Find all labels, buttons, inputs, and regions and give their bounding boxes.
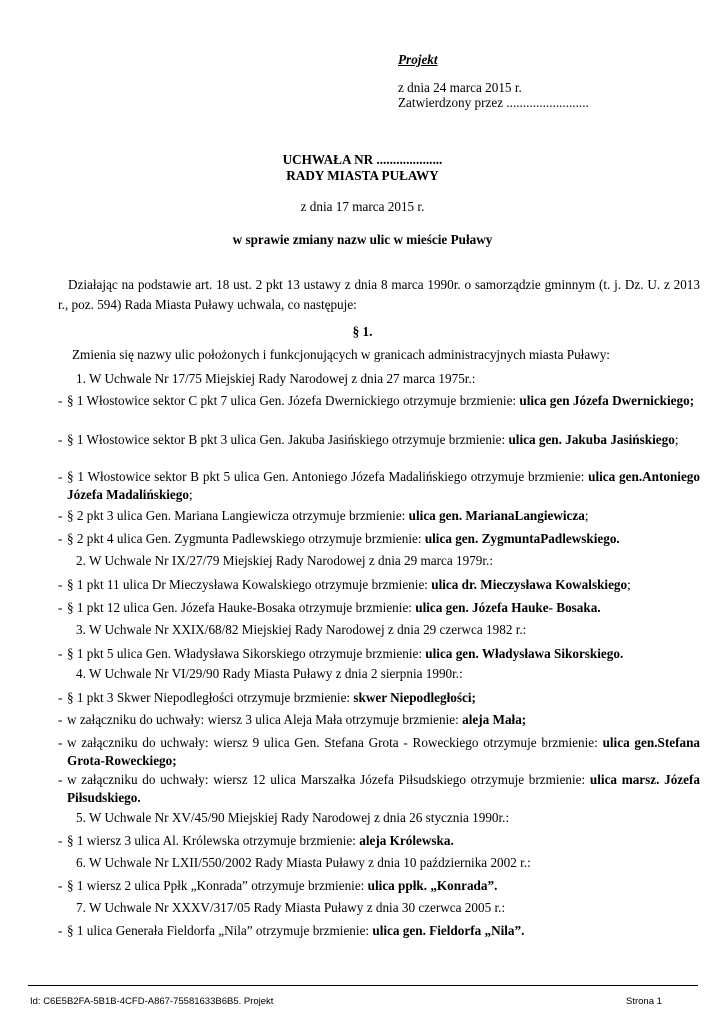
resolution-subject: w sprawie zmiany nazw ulic w mieście Puławy (232, 232, 493, 247)
item-text: w załączniku do uchwały: wiersz 12 ulica Marszałka Józefa Piłsudskiego otrzymuje brzmienie: (67, 772, 590, 787)
item-text: § 1 Włostowice sektor B pkt 5 ulica Gen. Antoniego Józefa Madalińskiego otrzymuje brzmienie: (67, 469, 589, 484)
list-item (58, 734, 700, 769)
dash: - (58, 531, 63, 546)
dash: - (58, 646, 63, 661)
approved-by: Zatwierdzony przez ......................... (398, 95, 589, 110)
list-item (58, 645, 700, 663)
item-text: § 1 wiersz 2 ulica Ppłk „Konrada” otrzymuje brzmienie: (67, 878, 368, 893)
list-item (58, 832, 700, 850)
page-number: Strona 1 (626, 996, 662, 1007)
list-item (58, 877, 700, 895)
item-new-name: ulica gen. ZygmuntaPadlewskiego. (424, 531, 620, 546)
item-new-name: ulica gen. Fieldorfa „Nila”. (372, 923, 525, 938)
dash: - (58, 735, 63, 750)
dash: - (58, 690, 63, 705)
document-id: Id: C6E5B2FA-5B1B-4CFD-A867-75581633B6B5. Projekt (30, 996, 274, 1007)
project-label: Projekt (398, 52, 438, 67)
dash: - (58, 508, 63, 523)
list-item (58, 392, 700, 410)
list-item (58, 599, 700, 617)
item-text: § 1 pkt 5 ulica Gen. Władysława Sikorskiego otrzymuje brzmienie: (67, 646, 426, 661)
item-text: § 1 Włostowice sektor C pkt 7 ulica Gen. Józefa Dwernickiego otrzymuje brzmienie: (67, 393, 520, 408)
item-text: w załączniku do uchwały: wiersz 9 ulica Gen. Stefana Grota - Roweckiego otrzymuje brzmienie: (67, 735, 603, 750)
item-heading-2: 2. W Uchwale Nr IX/27/79 Miejskiej Rady Narodowej z dnia 29 marca 1979r.: (76, 553, 494, 568)
section-intro: Zmienia się nazwy ulic położonych i funkcjonujących w granicach administracyjnych miasta Puławy: (72, 347, 610, 362)
item-new-name: ulica gen Józefa Dwernickiego; (519, 393, 695, 408)
item-text: ; (188, 486, 193, 502)
list-item (58, 771, 700, 806)
dash: - (58, 577, 63, 592)
item-new-name: ulica gen. Jakuba Jasińskiego (508, 432, 675, 447)
list-item (58, 689, 700, 707)
dash: - (58, 600, 63, 615)
list-item (58, 530, 700, 548)
list-item (58, 431, 700, 449)
item-heading-6: 6. W Uchwale Nr LXII/550/2002 Rady Miasta Puławy z dnia 10 października 2002 r.: (76, 855, 531, 870)
item-new-name: aleja Królewska. (359, 833, 454, 848)
dash: - (58, 393, 63, 408)
dash: - (58, 923, 63, 938)
list-item (58, 507, 700, 525)
dash: - (58, 432, 63, 447)
item-text: § 2 pkt 4 ulica Gen. Zygmunta Padlewskiego otrzymuje brzmienie: (67, 531, 425, 546)
item-new-name: ulica gen. Józefa Hauke- Bosaka. (415, 600, 601, 615)
item-heading-4: 4. W Uchwale Nr VI/29/90 Rady Miasta Puławy z dnia 2 sierpnia 1990r.: (76, 666, 463, 681)
item-text: § 1 wiersz 3 ulica Al. Królewska otrzymuje brzmienie: (67, 833, 360, 848)
list-item (58, 711, 700, 729)
item-text: w załączniku do uchwały: wiersz 3 ulica Aleja Mała otrzymuje brzmienie: (67, 712, 463, 727)
item-new-name: ulica dr. Mieczysława Kowalskiego (431, 577, 628, 592)
list-item (58, 576, 700, 594)
item-text: § 1 pkt 12 ulica Gen. Józefa Hauke-Bosaka otrzymuje brzmienie: (67, 600, 416, 615)
dash: - (58, 833, 63, 848)
list-item (58, 922, 700, 940)
resolution-date: z dnia 17 marca 2015 r. (300, 199, 425, 214)
item-heading-7: 7. W Uchwale Nr XXXV/317/05 Rady Miasta Puławy z dnia 30 czerwca 2005 r.: (76, 900, 506, 915)
item-new-name: ulica ppłk. „Konrada”. (367, 878, 498, 893)
item-new-name: skwer Niepodległości; (353, 690, 476, 705)
item-heading-1: 1. W Uchwale Nr 17/75 Miejskiej Rady Narodowej z dnia 27 marca 1975r.: (76, 371, 476, 386)
item-text: § 2 pkt 3 ulica Gen. Mariana Langiewicza otrzymuje brzmienie: (67, 508, 409, 523)
item-new-name: ulica gen. Władysława Sikorskiego. (425, 646, 624, 661)
project-date: z dnia 24 marca 2015 r. (398, 80, 522, 95)
item-text: § 1 ulica Generała Fieldorfa „Nila” otrzymuje brzmienie: (67, 923, 373, 938)
item-new-name: ulica gen.Antoniego Józefa Madalińskiego (67, 469, 700, 502)
council-name: RADY MIASTA PUŁAWY (286, 168, 439, 183)
resolution-number: UCHWAŁA NR .................... (282, 152, 443, 167)
item-text: ; (674, 432, 679, 447)
item-new-name: ulica gen.Stefana Grota-Roweckiego; (67, 735, 700, 768)
section-heading: § 1. (352, 324, 373, 339)
item-text: § 1 pkt 3 Skwer Niepodległości otrzymuje brzmienie: (67, 690, 354, 705)
list-item (58, 468, 700, 503)
dash: - (58, 469, 63, 484)
item-text: ; (584, 508, 589, 523)
footer-divider (28, 985, 698, 986)
dash: - (58, 878, 63, 893)
item-new-name: ulica gen. MarianaLangiewicza (408, 508, 585, 523)
dash: - (58, 772, 63, 787)
preamble: Działając na podstawie art. 18 ust. 2 pkt 13 ustawy z dnia 8 marca 1990r. o samorządzie gminnym (t. j. Dz. U. z 2013 r., poz. 594) Rada Miasta Puławy uchwala, co następuje: (58, 277, 700, 312)
item-text: § 1 Włostowice sektor B pkt 3 ulica Gen. Jakuba Jasińskiego otrzymuje brzmienie: (67, 432, 509, 447)
item-text: § 1 pkt 11 ulica Dr Mieczysława Kowalskiego otrzymuje brzmienie: (67, 577, 432, 592)
item-new-name: aleja Mała; (462, 712, 527, 727)
item-text: ; (627, 577, 631, 592)
item-heading-5: 5. W Uchwale Nr XV/45/90 Miejskiej Rady Narodowej z dnia 26 stycznia 1990r.: (76, 810, 510, 825)
item-new-name: ulica marsz. Józefa Piłsudskiego. (67, 772, 701, 805)
dash: - (58, 712, 63, 727)
item-heading-3: 3. W Uchwale Nr XXIX/68/82 Miejskiej Rady Narodowej z dnia 29 czerwca 1982 r.: (76, 622, 527, 637)
